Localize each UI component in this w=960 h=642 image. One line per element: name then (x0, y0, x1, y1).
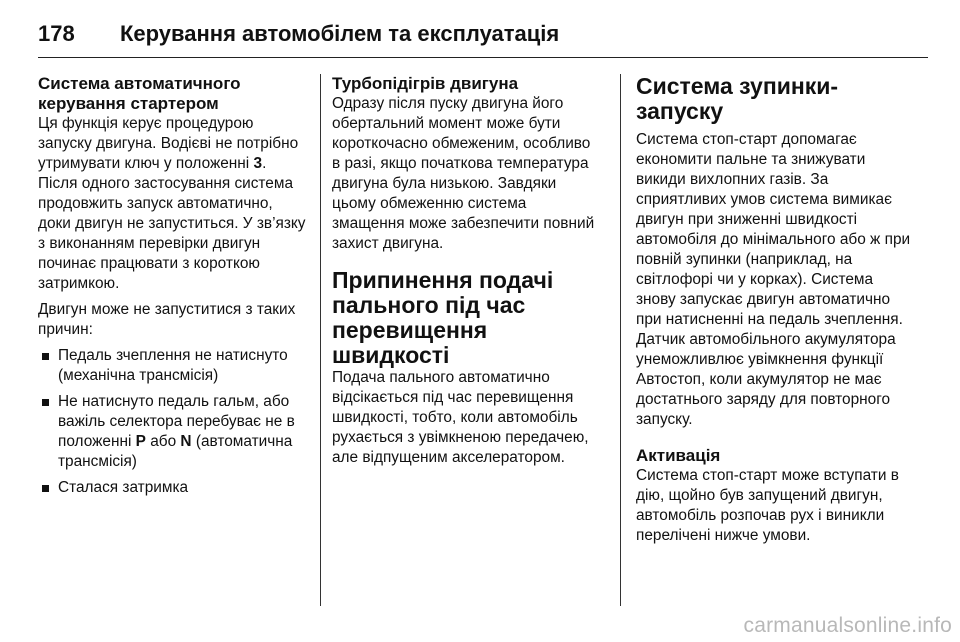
bullet-square-icon (42, 353, 49, 360)
column-left (38, 74, 306, 498)
turbo-paragraph: Одразу після пуску двигуна його обертальний момент може бути короткочасно обмеженим, особливо в разі, якщо початкова температура двигуна була низькою. Завдяки цьому обмеженню система змащення може забезпечити повний захист двигуна. (332, 95, 595, 252)
page-header (38, 14, 928, 54)
column-middle (332, 74, 600, 468)
page-number: 178 (38, 21, 75, 46)
watermark: carmanualsonline.info (743, 614, 952, 637)
column-right (636, 74, 914, 546)
header-divider (38, 57, 928, 58)
page-title: Керування автомобілем та експлуатація (120, 21, 560, 46)
section-heading-turbo: Турбопідігрів двигуна (332, 74, 519, 93)
section-heading-fuel-cutoff: Припинення подачі пального під час перевищення швидкості (332, 267, 554, 368)
section-heading-activation: Активація (636, 446, 721, 465)
section-heading-starter: Система автоматичного керування стартером (38, 74, 241, 113)
starter-paragraph: Ця функція керує процедурою запуску двигуна. Водієві не потрібно утримувати ключ у положенні 3. Після одного застосування система продовжить запуск автоматично, доки двигун не запуститься. У зв’язку з виконанням перевірки двигун починає працювати з короткою затримкою. (38, 115, 306, 292)
fuel-cutoff-paragraph: Подача пального автоматично відсікається під час перевищення швидкості, тобто, коли автомобіль рухається з увімкненою передачею, але відпущеним акселератором. (332, 369, 589, 466)
key-position-3: 3 (253, 155, 263, 172)
column-divider-2 (620, 74, 621, 606)
list-item: Сталася затримка (38, 478, 306, 498)
stop-start-paragraph: Система стоп-старт допомагає економити пальне та знижувати викиди вихлопних газів. За сприятливих умов система вимикає двигун при зниженні швидкості автомобіля до мінімального або ж при повній зупинки (наприклад, на світлофорі чи у корках). Система знову запускає двигун автоматично при натисненні на педаль зчеплення. Датчик автомобільного акумулятора унеможливлює увімкнення функції Автостоп, коли акумулятор не має достатнього заряду для повторного запуску. (636, 131, 911, 428)
start-fail-intro: Двигун може не запуститися з таких причин: (38, 301, 296, 338)
list-item: Не натиснуто педаль гальм, або важіль селектора перебуває не в положенні P або N (автоматична трансмісія) (38, 392, 306, 472)
bullet-square-icon (42, 399, 49, 406)
column-divider-1 (320, 74, 321, 606)
bullet-square-icon (42, 485, 49, 492)
activation-paragraph: Система стоп-старт може вступати в дію, щойно був запущений двигун, автомобіль розпочав рух і виникли перелічені нижче умови. (636, 467, 899, 544)
start-fail-reasons-list (38, 346, 306, 498)
section-heading-stop-start: Система зупинки-запуску (636, 73, 839, 124)
list-item: Педаль зчеплення не натиснуто (механічна трансмісія) (38, 346, 306, 386)
